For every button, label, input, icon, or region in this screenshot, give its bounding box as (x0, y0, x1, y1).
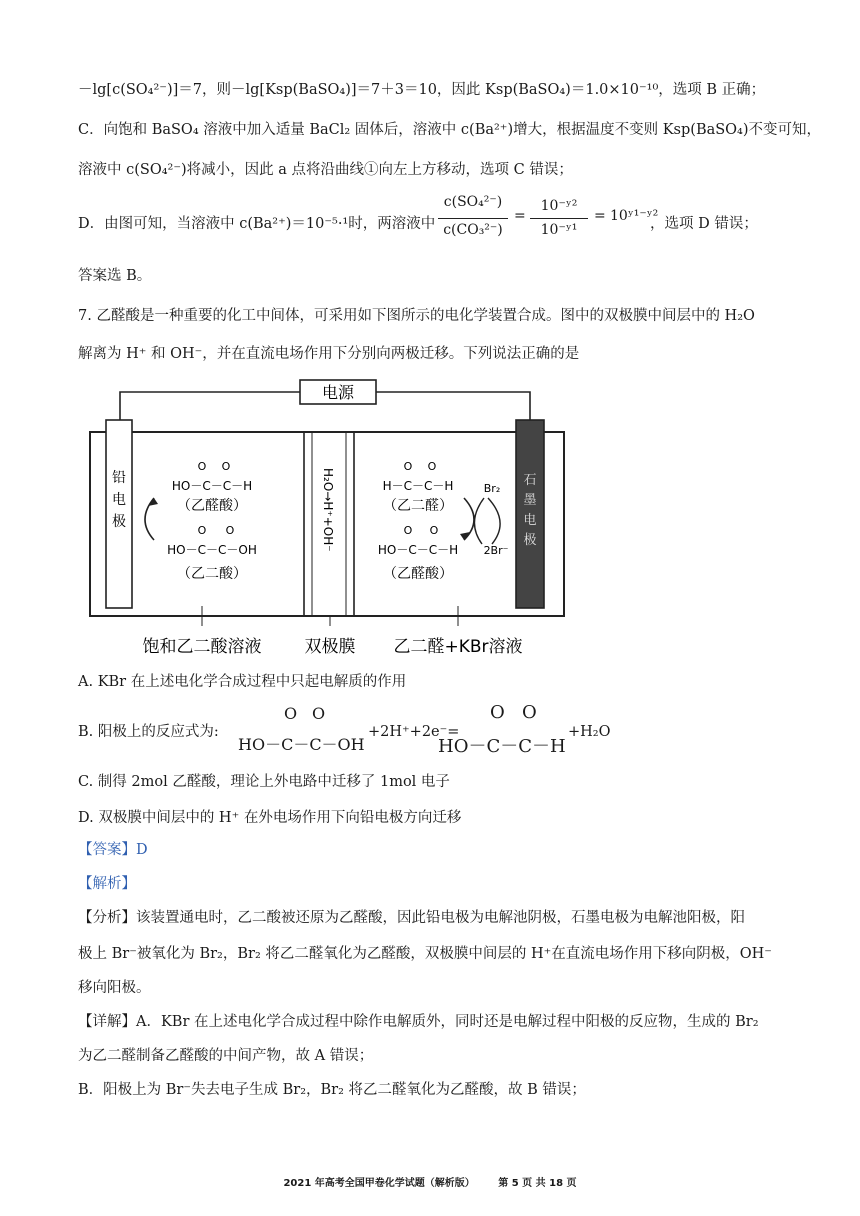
right-bot-structure: HO－C－C－H (377, 543, 459, 557)
detail-line-2: 为乙二醛制备乙醛酸的中间产物，故 A 错误； (78, 1048, 374, 1064)
option-d: D. 双极膜中间层中的 H⁺ 在外电场作用下向铅电极方向迁移 (78, 810, 462, 826)
lead-electrode-label-2: 电 (112, 492, 126, 508)
left-bot-name: （乙二酸） (177, 566, 247, 582)
text-line-2: C．向饱和 BaSO₄ 溶液中加入适量 BaCl₂ 固体后，溶液中 c(Ba²⁺)增大，根据温度不变则 Ksp(BaSO₄)不变可知， (78, 122, 822, 138)
right-bot-name: （乙醛酸） (383, 566, 453, 582)
option-b-prefix: B. 阳极上的反应式为: (78, 724, 219, 740)
text-line-3: 溶液中 c(SO₄²⁻)将减小，因此 a 点将沿曲线①向左上方移动，选项 C 错误； (78, 162, 573, 178)
left-top-o: O (197, 460, 207, 473)
br-cycle-arrow-2 (474, 498, 484, 544)
right-bot-o-2: O (429, 524, 439, 537)
footer-title: 2021 年高考全国甲卷化学试题（解析版） (283, 1178, 475, 1189)
right-top-o-2: O (427, 460, 437, 473)
frac-eq-2: = (594, 208, 606, 224)
left-bot-o: O (197, 524, 207, 537)
label-membrane: 双极膜 (304, 637, 356, 657)
power-source-label: 电源 (321, 383, 355, 402)
detail-line-1: 【详解】A．KBr 在上述电化学合成过程中除作电解质外，同时还是电解过程中阳极的反应物，生成的 Br₂ (78, 1014, 759, 1030)
page-footer (0, 1174, 860, 1189)
opt-b-o1: O (284, 704, 298, 723)
opt-b-o4: O (522, 702, 537, 723)
graphite-electrode-label-4: 极 (523, 533, 537, 548)
left-bot-o-2: O (225, 524, 235, 537)
question-7-line-1: 7. 乙醛酸是一种重要的化工中间体，可采用如下图所示的电化学装置合成。图中的双极膜中间层中的 H₂O (78, 308, 755, 324)
frac-bar-2 (530, 218, 588, 219)
opt-b-o2: O (312, 704, 326, 723)
text-line-4: D．由图可知，当溶液中 c(Ba²⁺)＝10⁻⁵·¹时，两溶液中 (78, 216, 436, 232)
frac-bar-1 (438, 218, 508, 219)
right-bot-o: O (403, 524, 413, 537)
text-line-4-tail: ，选项 D 错误； (650, 216, 758, 232)
lead-electrode-label: 铅 (112, 470, 126, 486)
left-top-structure: HO－C－C－H (171, 479, 253, 493)
br-cycle-arrow (488, 498, 500, 544)
membrane-label: H₂O→H⁺+OH⁻ (321, 468, 335, 552)
text-line-5: 答案选 B。 (78, 268, 152, 284)
electrochemical-cell-diagram (78, 372, 578, 662)
analysis-line-2: 极上 Br⁻被氧化为 Br₂，Br₂ 将乙二醛氧化为乙醛酸，双极膜中间层的 H⁺在直流电场作用下移向阴极，OH⁻ (78, 946, 772, 962)
left-top-o-2: O (221, 460, 231, 473)
question-7-line-2: 解离为 H⁺ 和 OH⁻，并在直流电场作用下分别向两极迁移。下列说法正确的是 (78, 346, 580, 362)
option-a: A. KBr 在上述电化学合成过程中只起电解质的作用 (78, 674, 407, 690)
left-top-name: （乙醛酸） (177, 498, 247, 514)
option-b-mid: +2H⁺+2e⁻= (368, 724, 460, 740)
wire-right (376, 392, 530, 420)
detail-line-3: B．阳极上为 Br⁻失去电子生成 Br₂，Br₂ 将乙二醛氧化为乙醛酸，故 B 错误； (78, 1082, 586, 1098)
option-b-end: +H₂O (568, 724, 611, 740)
right-top-o: O (403, 460, 413, 473)
opt-b-right-formula: HO－C－C－H (438, 736, 566, 757)
graphite-electrode-label-3: 电 (523, 513, 537, 528)
lead-electrode-label-3: 极 (112, 514, 126, 530)
analysis-line-1: 【分析】该装置通电时，乙二酸被还原为乙醛酸，因此铅电极为电解池阴极，石墨电极为电解池阳极，阳 (78, 910, 745, 926)
text-line-1: －lg[c(SO₄²⁻)]＝7，则－lg[Ksp(BaSO₄)]＝7＋3＝10，因此 Ksp(BaSO₄)＝1.0×10⁻¹⁰，选项 B 正确； (78, 82, 766, 98)
footer-page-number: 第 5 页 共 18 页 (498, 1178, 577, 1189)
label-right-solution: 乙二醛+KBr溶液 (393, 637, 523, 657)
frac-num: c(SO₄²⁻) (443, 194, 503, 210)
br2-label: Br₂ (483, 482, 501, 495)
left-bot-structure: HO－C－C－OH (167, 543, 257, 557)
graphite-electrode-label: 石 (523, 473, 537, 488)
frac-rhs: 10ʸ¹⁻ʸ² (610, 208, 659, 224)
frac-den2: 10⁻ʸ¹ (540, 222, 578, 238)
opt-b-o3: O (490, 702, 505, 723)
label-left-solution: 饱和乙二酸溶液 (142, 637, 262, 657)
right-top-structure: H－C－C－H (382, 479, 454, 493)
analysis-line-3: 移向阳极。 (78, 980, 151, 996)
option-c: C. 制得 2mol 乙醛酸，理论上外电路中迁移了 1mol 电子 (78, 774, 450, 790)
answer-label: 【答案】D (78, 842, 148, 858)
opt-b-left-formula: HO－C－C－OH (238, 735, 365, 754)
analysis-label: 【解析】 (78, 876, 136, 892)
br-minus-label: 2Br⁻ (483, 544, 509, 557)
frac-eq: = (514, 208, 526, 224)
fraction-expression (438, 194, 678, 254)
right-top-name: （乙二醛） (383, 498, 453, 514)
frac-den: c(CO₃²⁻) (443, 222, 503, 238)
wire-left (120, 392, 300, 420)
graphite-electrode-label-2: 墨 (523, 493, 537, 508)
frac-num2: 10⁻ʸ² (540, 198, 578, 214)
